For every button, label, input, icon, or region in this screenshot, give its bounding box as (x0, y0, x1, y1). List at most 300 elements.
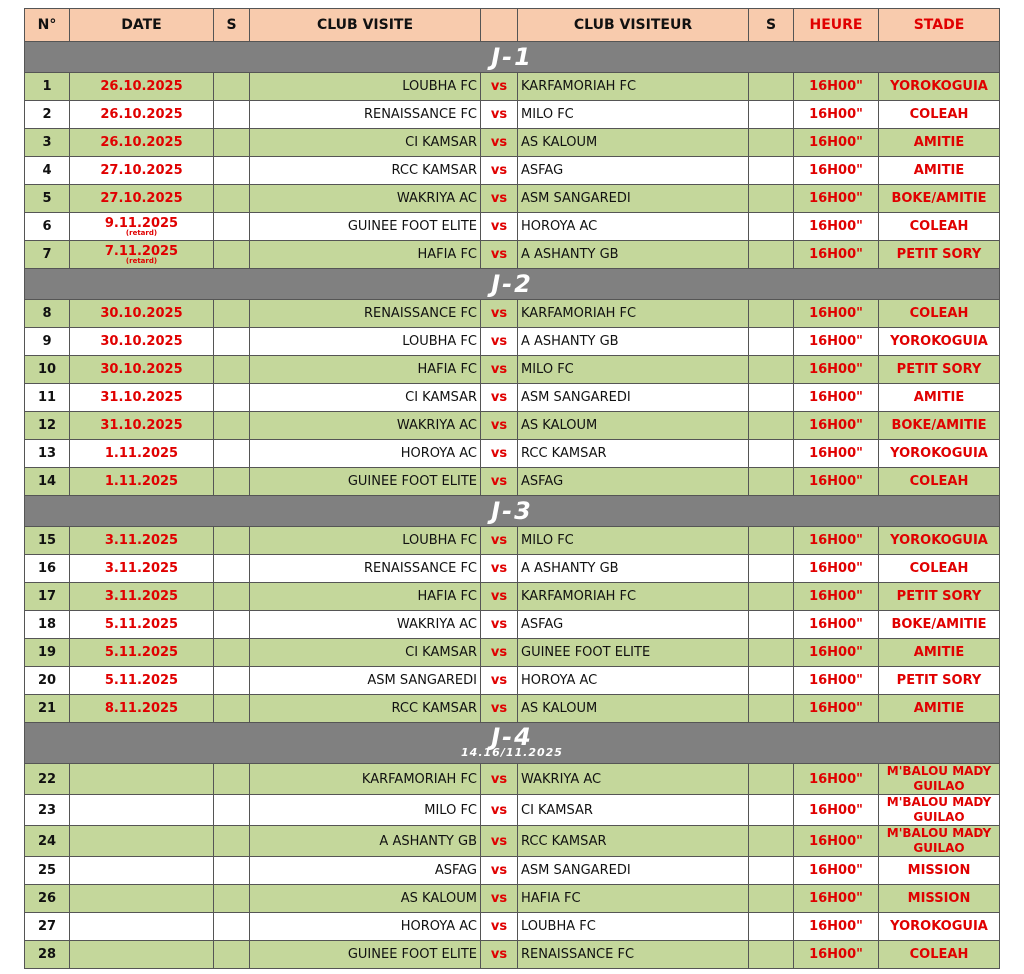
home-club: AS KALOUM (250, 885, 481, 913)
match-number: 5 (25, 185, 70, 213)
home-score-cell (214, 555, 250, 583)
match-date (70, 885, 214, 913)
match-row (25, 440, 1000, 468)
round-dates: 14.16/11.2025 (461, 746, 563, 759)
away-club: ASFAG (518, 611, 749, 639)
kickoff-time: 16H00" (794, 885, 879, 913)
kickoff-time: 16H00" (794, 667, 879, 695)
vs-label: vs (481, 356, 518, 384)
stadium: COLEAH (879, 941, 1000, 969)
away-club: AS KALOUM (518, 412, 749, 440)
match-date (70, 356, 214, 384)
kickoff-time: 16H00" (794, 213, 879, 241)
home-club: RCC KAMSAR (250, 695, 481, 723)
stadium: MISSION (879, 857, 1000, 885)
match-date (70, 941, 214, 969)
vs-label: vs (481, 300, 518, 328)
round-header-row (25, 269, 1000, 300)
away-club: RENAISSANCE FC (518, 941, 749, 969)
match-date (70, 913, 214, 941)
away-club: RCC KAMSAR (518, 440, 749, 468)
match-number: 11 (25, 384, 70, 412)
match-date-value: 26.10.2025 (100, 79, 183, 94)
match-row (25, 913, 1000, 941)
match-date (70, 73, 214, 101)
vs-label: vs (481, 185, 518, 213)
stadium: M'BALOU MADY GUILAO (879, 826, 1000, 857)
match-number: 9 (25, 328, 70, 356)
vs-label: vs (481, 826, 518, 857)
header-time: HEURE (794, 9, 879, 42)
match-date (70, 695, 214, 723)
fixtures-table (24, 8, 1000, 969)
round-header-row (25, 723, 1000, 764)
home-score-cell (214, 412, 250, 440)
match-date-value: 30.10.2025 (100, 362, 183, 377)
kickoff-time: 16H00" (794, 129, 879, 157)
match-date-value: 9.11.2025 (104, 215, 179, 231)
match-row (25, 667, 1000, 695)
kickoff-time: 16H00" (794, 384, 879, 412)
match-date-value: 3.11.2025 (104, 533, 179, 548)
vs-label: vs (481, 941, 518, 969)
kickoff-time: 16H00" (794, 611, 879, 639)
home-club: WAKRIYA AC (250, 611, 481, 639)
header-score-home: S (214, 9, 250, 42)
home-club: WAKRIYA AC (250, 185, 481, 213)
round-label (25, 42, 1000, 73)
away-score-cell (749, 356, 794, 384)
kickoff-time: 16H00" (794, 826, 879, 857)
kickoff-time: 16H00" (794, 101, 879, 129)
away-score-cell (749, 857, 794, 885)
vs-label: vs (481, 857, 518, 885)
kickoff-time: 16H00" (794, 185, 879, 213)
match-date (70, 101, 214, 129)
kickoff-time: 16H00" (794, 695, 879, 723)
home-club: GUINEE FOOT ELITE (250, 468, 481, 496)
match-number: 24 (25, 826, 70, 857)
round-title: J-2 (491, 270, 533, 298)
vs-label: vs (481, 213, 518, 241)
stadium: YOROKOGUIA (879, 913, 1000, 941)
away-score-cell (749, 468, 794, 496)
match-number: 15 (25, 527, 70, 555)
match-row (25, 885, 1000, 913)
stadium: YOROKOGUIA (879, 328, 1000, 356)
match-row (25, 468, 1000, 496)
vs-label: vs (481, 384, 518, 412)
match-number: 27 (25, 913, 70, 941)
kickoff-time: 16H00" (794, 356, 879, 384)
match-number: 25 (25, 857, 70, 885)
kickoff-time: 16H00" (794, 440, 879, 468)
home-score-cell (214, 695, 250, 723)
away-club: HOROYA AC (518, 213, 749, 241)
header-vs (481, 9, 518, 42)
away-score-cell (749, 695, 794, 723)
match-date-note: (retard) (125, 228, 158, 237)
kickoff-time: 16H00" (794, 328, 879, 356)
away-club: ASM SANGAREDI (518, 857, 749, 885)
match-number: 1 (25, 73, 70, 101)
stadium: PETIT SORY (879, 583, 1000, 611)
home-score-cell (214, 583, 250, 611)
match-date-value: 31.10.2025 (100, 418, 183, 433)
stadium: M'BALOU MADY GUILAO (879, 795, 1000, 826)
match-date-note: (retard) (125, 256, 158, 265)
home-club: CI KAMSAR (250, 384, 481, 412)
match-number: 21 (25, 695, 70, 723)
kickoff-time: 16H00" (794, 555, 879, 583)
match-date-value: 5.11.2025 (104, 645, 179, 660)
home-score-cell (214, 213, 250, 241)
home-score-cell (214, 101, 250, 129)
match-row (25, 639, 1000, 667)
home-score-cell (214, 300, 250, 328)
stadium: COLEAH (879, 468, 1000, 496)
home-score-cell (214, 941, 250, 969)
match-row (25, 941, 1000, 969)
match-row (25, 129, 1000, 157)
home-club: ASM SANGAREDI (250, 667, 481, 695)
kickoff-time: 16H00" (794, 527, 879, 555)
round-label (25, 723, 1000, 764)
match-number: 26 (25, 885, 70, 913)
vs-label: vs (481, 611, 518, 639)
header-score-away: S (749, 9, 794, 42)
home-club: A ASHANTY GB (250, 826, 481, 857)
home-score-cell (214, 826, 250, 857)
kickoff-time: 16H00" (794, 412, 879, 440)
vs-label: vs (481, 583, 518, 611)
away-score-cell (749, 826, 794, 857)
stadium: AMITIE (879, 695, 1000, 723)
match-date-value: 5.11.2025 (104, 617, 179, 632)
match-row (25, 213, 1000, 241)
fixtures-body (25, 42, 1000, 969)
match-row (25, 101, 1000, 129)
match-date-value: 1.11.2025 (104, 446, 179, 461)
away-score-cell (749, 384, 794, 412)
round-header-row (25, 496, 1000, 527)
match-row (25, 795, 1000, 826)
match-date-value: 27.10.2025 (100, 163, 183, 178)
away-club: MILO FC (518, 356, 749, 384)
match-date-value: 7.11.2025 (104, 243, 179, 259)
match-number: 20 (25, 667, 70, 695)
home-score-cell (214, 639, 250, 667)
match-date (70, 213, 214, 241)
home-score-cell (214, 611, 250, 639)
match-date-value: 26.10.2025 (100, 135, 183, 150)
home-score-cell (214, 885, 250, 913)
away-club: MILO FC (518, 101, 749, 129)
match-row (25, 412, 1000, 440)
match-date (70, 157, 214, 185)
home-club: HAFIA FC (250, 241, 481, 269)
away-score-cell (749, 667, 794, 695)
match-date (70, 412, 214, 440)
vs-label: vs (481, 328, 518, 356)
home-club: GUINEE FOOT ELITE (250, 213, 481, 241)
stadium: PETIT SORY (879, 241, 1000, 269)
away-club: RCC KAMSAR (518, 826, 749, 857)
stadium: PETIT SORY (879, 356, 1000, 384)
match-date-value: 5.11.2025 (104, 673, 179, 688)
away-score-cell (749, 73, 794, 101)
stadium: PETIT SORY (879, 667, 1000, 695)
match-date (70, 583, 214, 611)
home-club: RCC KAMSAR (250, 157, 481, 185)
match-date (70, 468, 214, 496)
match-date (70, 857, 214, 885)
home-score-cell (214, 157, 250, 185)
away-score-cell (749, 885, 794, 913)
round-title: J-3 (491, 497, 533, 525)
kickoff-time: 16H00" (794, 468, 879, 496)
match-date-value: 3.11.2025 (104, 589, 179, 604)
header-number: N° (25, 9, 70, 42)
vs-label: vs (481, 795, 518, 826)
home-score-cell (214, 356, 250, 384)
home-score-cell (214, 129, 250, 157)
away-club: ASFAG (518, 157, 749, 185)
match-number: 19 (25, 639, 70, 667)
match-number: 28 (25, 941, 70, 969)
match-row (25, 527, 1000, 555)
stadium: BOKE/AMITIE (879, 412, 1000, 440)
away-club: MILO FC (518, 527, 749, 555)
vs-label: vs (481, 241, 518, 269)
round-title: J-1 (491, 43, 533, 71)
away-score-cell (749, 941, 794, 969)
vs-label: vs (481, 527, 518, 555)
match-row (25, 384, 1000, 412)
match-row (25, 611, 1000, 639)
home-club: CI KAMSAR (250, 129, 481, 157)
header-date: DATE (70, 9, 214, 42)
away-score-cell (749, 241, 794, 269)
stadium: AMITIE (879, 129, 1000, 157)
away-score-cell (749, 583, 794, 611)
kickoff-time: 16H00" (794, 795, 879, 826)
vs-label: vs (481, 468, 518, 496)
stadium: AMITIE (879, 157, 1000, 185)
stadium: COLEAH (879, 300, 1000, 328)
home-club: ASFAG (250, 857, 481, 885)
match-date (70, 241, 214, 269)
kickoff-time: 16H00" (794, 241, 879, 269)
kickoff-time: 16H00" (794, 857, 879, 885)
match-row (25, 241, 1000, 269)
home-club: HAFIA FC (250, 583, 481, 611)
away-club: AS KALOUM (518, 129, 749, 157)
match-number: 14 (25, 468, 70, 496)
match-date-value: 27.10.2025 (100, 191, 183, 206)
home-score-cell (214, 527, 250, 555)
match-date (70, 328, 214, 356)
match-row (25, 826, 1000, 857)
match-row (25, 73, 1000, 101)
vs-label: vs (481, 101, 518, 129)
round-header-row (25, 42, 1000, 73)
home-score-cell (214, 241, 250, 269)
match-date (70, 795, 214, 826)
home-club: KARFAMORIAH FC (250, 764, 481, 795)
away-club: ASFAG (518, 468, 749, 496)
match-row (25, 857, 1000, 885)
home-club: CI KAMSAR (250, 639, 481, 667)
match-row (25, 555, 1000, 583)
away-club: KARFAMORIAH FC (518, 583, 749, 611)
match-row (25, 185, 1000, 213)
home-score-cell (214, 73, 250, 101)
vs-label: vs (481, 73, 518, 101)
away-score-cell (749, 639, 794, 667)
vs-label: vs (481, 129, 518, 157)
home-club: RENAISSANCE FC (250, 101, 481, 129)
away-score-cell (749, 555, 794, 583)
home-club: LOUBHA FC (250, 73, 481, 101)
match-row (25, 583, 1000, 611)
stadium: MISSION (879, 885, 1000, 913)
away-score-cell (749, 764, 794, 795)
away-score-cell (749, 129, 794, 157)
match-number: 22 (25, 764, 70, 795)
away-score-cell (749, 440, 794, 468)
home-score-cell (214, 764, 250, 795)
away-score-cell (749, 611, 794, 639)
header-home-club: CLUB VISITE (250, 9, 481, 42)
vs-label: vs (481, 555, 518, 583)
header-stadium: STADE (879, 9, 1000, 42)
home-club: RENAISSANCE FC (250, 300, 481, 328)
match-row (25, 328, 1000, 356)
kickoff-time: 16H00" (794, 764, 879, 795)
match-date-value: 30.10.2025 (100, 306, 183, 321)
match-row (25, 695, 1000, 723)
match-number: 13 (25, 440, 70, 468)
match-number: 23 (25, 795, 70, 826)
home-club: MILO FC (250, 795, 481, 826)
away-score-cell (749, 913, 794, 941)
home-club: WAKRIYA AC (250, 412, 481, 440)
match-date (70, 764, 214, 795)
match-date (70, 555, 214, 583)
vs-label: vs (481, 695, 518, 723)
away-score-cell (749, 300, 794, 328)
vs-label: vs (481, 667, 518, 695)
match-number: 12 (25, 412, 70, 440)
match-number: 2 (25, 101, 70, 129)
match-number: 4 (25, 157, 70, 185)
home-score-cell (214, 667, 250, 695)
match-number: 18 (25, 611, 70, 639)
vs-label: vs (481, 412, 518, 440)
round-label (25, 269, 1000, 300)
home-score-cell (214, 795, 250, 826)
match-row (25, 356, 1000, 384)
home-club: GUINEE FOOT ELITE (250, 941, 481, 969)
away-score-cell (749, 101, 794, 129)
home-club: HAFIA FC (250, 356, 481, 384)
home-club: LOUBHA FC (250, 527, 481, 555)
vs-label: vs (481, 639, 518, 667)
kickoff-time: 16H00" (794, 157, 879, 185)
home-score-cell (214, 440, 250, 468)
home-score-cell (214, 185, 250, 213)
match-date-value: 1.11.2025 (104, 474, 179, 489)
away-club: AS KALOUM (518, 695, 749, 723)
away-score-cell (749, 185, 794, 213)
match-date (70, 527, 214, 555)
away-club: GUINEE FOOT ELITE (518, 639, 749, 667)
home-score-cell (214, 384, 250, 412)
match-number: 10 (25, 356, 70, 384)
away-club: ASM SANGAREDI (518, 384, 749, 412)
schedule-sheet (24, 8, 999, 969)
kickoff-time: 16H00" (794, 73, 879, 101)
away-club: A ASHANTY GB (518, 241, 749, 269)
match-number: 8 (25, 300, 70, 328)
vs-label: vs (481, 764, 518, 795)
kickoff-time: 16H00" (794, 941, 879, 969)
away-club: KARFAMORIAH FC (518, 300, 749, 328)
kickoff-time: 16H00" (794, 639, 879, 667)
stadium: COLEAH (879, 101, 1000, 129)
round-title: J-4 (491, 723, 533, 751)
stadium: YOROKOGUIA (879, 73, 1000, 101)
away-club: ASM SANGAREDI (518, 185, 749, 213)
stadium: YOROKOGUIA (879, 440, 1000, 468)
away-score-cell (749, 157, 794, 185)
match-date-value: 30.10.2025 (100, 334, 183, 349)
away-club: WAKRIYA AC (518, 764, 749, 795)
vs-label: vs (481, 885, 518, 913)
match-row (25, 764, 1000, 795)
match-number: 3 (25, 129, 70, 157)
vs-label: vs (481, 157, 518, 185)
home-score-cell (214, 328, 250, 356)
match-date (70, 384, 214, 412)
match-date-value: 3.11.2025 (104, 561, 179, 576)
kickoff-time: 16H00" (794, 583, 879, 611)
match-date (70, 611, 214, 639)
stadium: BOKE/AMITIE (879, 185, 1000, 213)
stadium: YOROKOGUIA (879, 527, 1000, 555)
match-date (70, 667, 214, 695)
home-club: RENAISSANCE FC (250, 555, 481, 583)
stadium: COLEAH (879, 555, 1000, 583)
kickoff-time: 16H00" (794, 913, 879, 941)
match-date (70, 129, 214, 157)
header-row (25, 9, 1000, 42)
home-score-cell (214, 913, 250, 941)
round-label (25, 496, 1000, 527)
home-score-cell (214, 468, 250, 496)
home-club: HOROYA AC (250, 913, 481, 941)
stadium: M'BALOU MADY GUILAO (879, 764, 1000, 795)
match-date (70, 440, 214, 468)
away-score-cell (749, 213, 794, 241)
match-number: 16 (25, 555, 70, 583)
match-number: 17 (25, 583, 70, 611)
match-row (25, 157, 1000, 185)
match-date (70, 300, 214, 328)
away-club: A ASHANTY GB (518, 555, 749, 583)
away-score-cell (749, 412, 794, 440)
